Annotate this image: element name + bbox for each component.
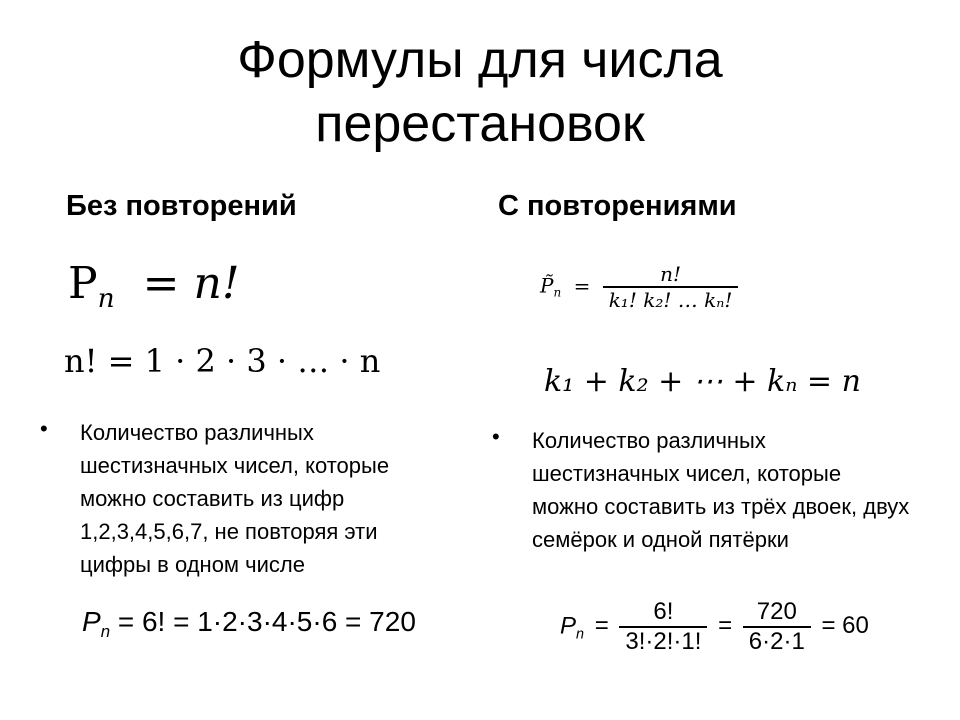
right-formula-pn (540, 262, 738, 312)
ex-right-frac1 (619, 598, 707, 656)
left-heading: Без повторений (66, 190, 297, 222)
ex-left-sub: n (100, 621, 111, 641)
right-sum-formula (544, 364, 861, 399)
ex-right-frac2 (743, 598, 811, 656)
left-bullet-dot: • (40, 416, 48, 441)
ex-right-result: = 60 (821, 612, 869, 640)
slide-title (0, 28, 960, 156)
frac2-den: 6·2·1 (743, 626, 811, 656)
ex-left-rhs: = 6! = 1·2·3·4·5·6 = 720 (117, 606, 416, 637)
ex-right-eq2: = (718, 612, 733, 640)
rpn-den: k₁! k₂! … kₙ! (608, 288, 733, 312)
right-heading: С повторениями (498, 190, 737, 222)
left-bullet-item (40, 416, 460, 616)
k-sum: k₁ + k₂ + ⋯ + kₙ = n (544, 364, 861, 399)
rpn-num: n! (660, 262, 681, 286)
left-example-formula (82, 606, 416, 642)
rpn-fraction (603, 262, 739, 312)
left-factorial-formula: n! = 1 · 2 · 3 · … · n (64, 342, 381, 380)
left-bullet-text: Количество различных шестизначных чисел, которые можно составить из цифр 1,2,3,4,5,6,7, не повторяя эти цифры в одном числе (80, 420, 390, 577)
rpn-base: P̃ (540, 273, 554, 298)
right-example-formula (560, 598, 869, 656)
pn-rhs: n! (193, 258, 240, 309)
pn-base: P (68, 258, 98, 309)
ex-right-eq1: = (594, 612, 609, 640)
pn-sub: n (97, 283, 115, 315)
right-bullet-dot: • (492, 424, 500, 449)
title-line-2: перестановок (315, 95, 645, 153)
title-line-1: Формулы для числа (237, 31, 723, 89)
ex-right-base: P (560, 612, 577, 640)
ex-left-base: P (82, 606, 101, 637)
frac1-den: 3!·2!·1! (619, 626, 707, 656)
frac2-num: 720 (756, 598, 797, 625)
rpn-eq: = (573, 273, 591, 298)
pn-eq: = (142, 258, 180, 309)
right-bullet-item (492, 424, 932, 594)
right-bullet-text: Количество различных шестизначных чисел, которые можно составить из трёх двоек, двух семёрок и одной пятёрки (532, 428, 910, 552)
ex-right-sub: n (576, 626, 585, 643)
frac1-num: 6! (653, 598, 674, 625)
left-formula-pn (68, 258, 240, 314)
rpn-sub: n (553, 285, 562, 300)
